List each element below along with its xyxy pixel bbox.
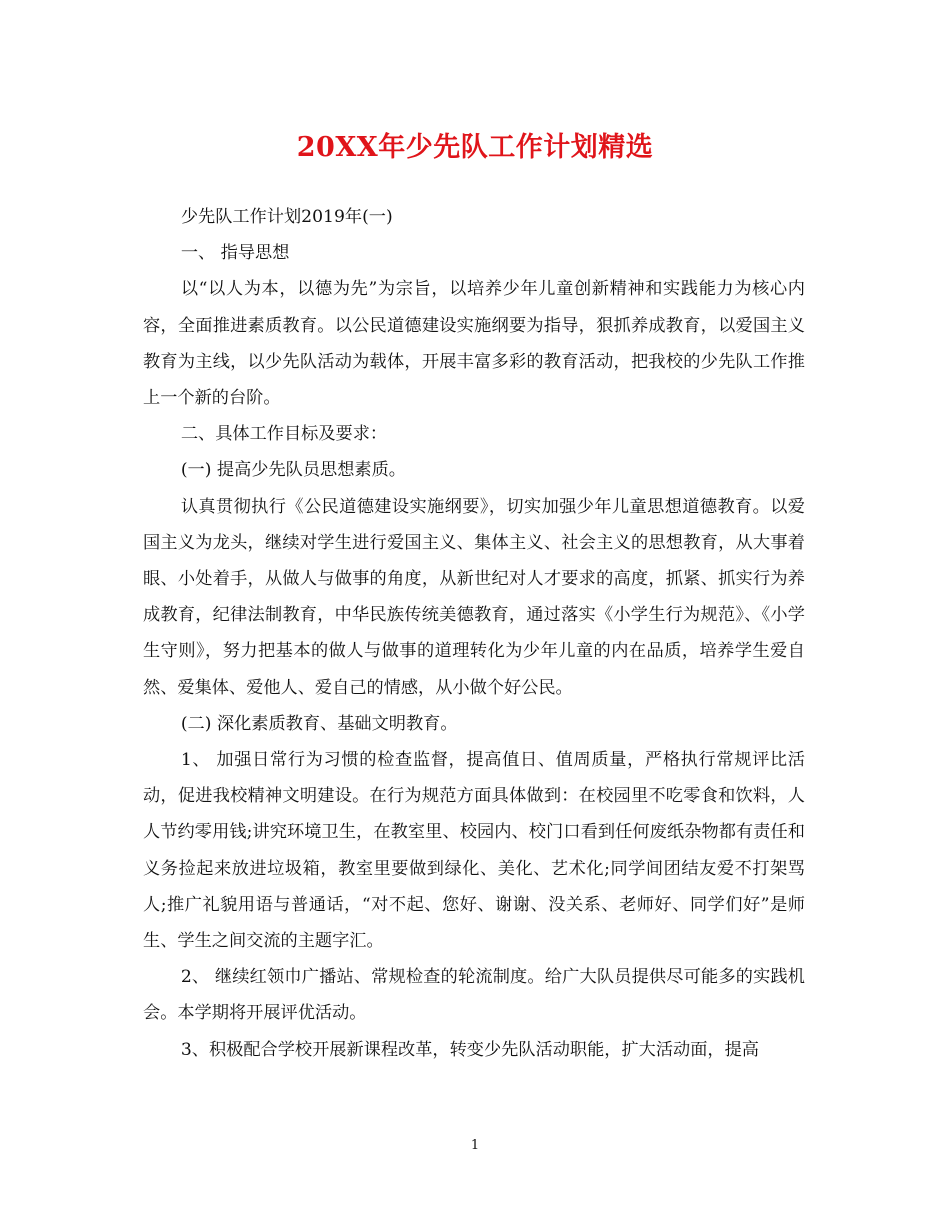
paragraph-item-2: 2、 继续红领巾广播站、常规检查的轮流制度。给广大队员提供尽可能多的实践机会。本学期将开展评优活动。 [143, 967, 805, 1024]
paragraph-ideology-education: 认真贯彻执行《公民道德建设实施纲要》，切实加强少年儿童思想道德教育。以爱国主义为龙头，继续对学生进行爱国主义、集体主义、社会主义的思想教育，从大事着眼、小处着手，从做人与做事的角度，从新世纪对人才要求的高度，抓紧、抓实行为养成教育，纪律法制教育，中华民族传统美德教育，通过落实《小学生行为规范》、《小学生守则》，努力把基本的做人与做事的道理转化为少年儿童的内在品质，培养学生爱自然、爱集体、爱他人、爱自己的情感，从小做个好公民。 [143, 496, 805, 698]
document-body [143, 199, 805, 1068]
paragraph-plan-heading: 少先队工作计划2019年(一) [180, 207, 393, 227]
paragraph-item-3: 3、积极配合学校开展新课程改革，转变少先队活动职能，扩大活动面，提高 [180, 1039, 759, 1060]
paragraph-subsection-1-heading: (一) 提高少先队员思想素质。 [180, 460, 406, 481]
paragraph-section-2-heading: 二、具体工作目标及要求： [180, 424, 388, 445]
document-title: 20XX年少先队工作计划精选 [296, 132, 654, 163]
paragraph-subsection-2-heading: (二) 深化素质教育、基础文明教育。 [180, 713, 458, 734]
paragraph-guiding-thought: 以“以人为本，以德为先”为宗旨，以培养少年儿童创新精神和实践能力为核心内容，全面推进素质教育。以公民道德建设实施纲要为指导，狠抓养成教育，以爱国主义教育为主线，以少先队活动为载体，开展丰富多彩的教育活动，把我校的少先队工作推上一个新的台阶。 [143, 279, 805, 409]
page-number: 1 [470, 1138, 480, 1153]
paragraph-section-1-heading: 一、 指导思想 [180, 243, 290, 264]
paragraph-item-1: 1、 加强日常行为习惯的检查监督，提高值日、值周质量，严格执行常规评比活动，促进我校精神文明建设。在行为规范方面具体做到：在校园里不吃零食和饮料，人人节约零用钱;讲究环境卫生，在教室里、校园内、校门口看到任何废纸杂物都有责任和义务捡起来放进垃圾箱，教室里要做到绿化、美化、艺术化;同学间团结友爱不打架骂人;推广礼貌用语与普通话，“对不起、您好、谢谢、没关系、老师好、同学们好”是师生、学生之间交流的主题字汇。 [143, 750, 805, 952]
